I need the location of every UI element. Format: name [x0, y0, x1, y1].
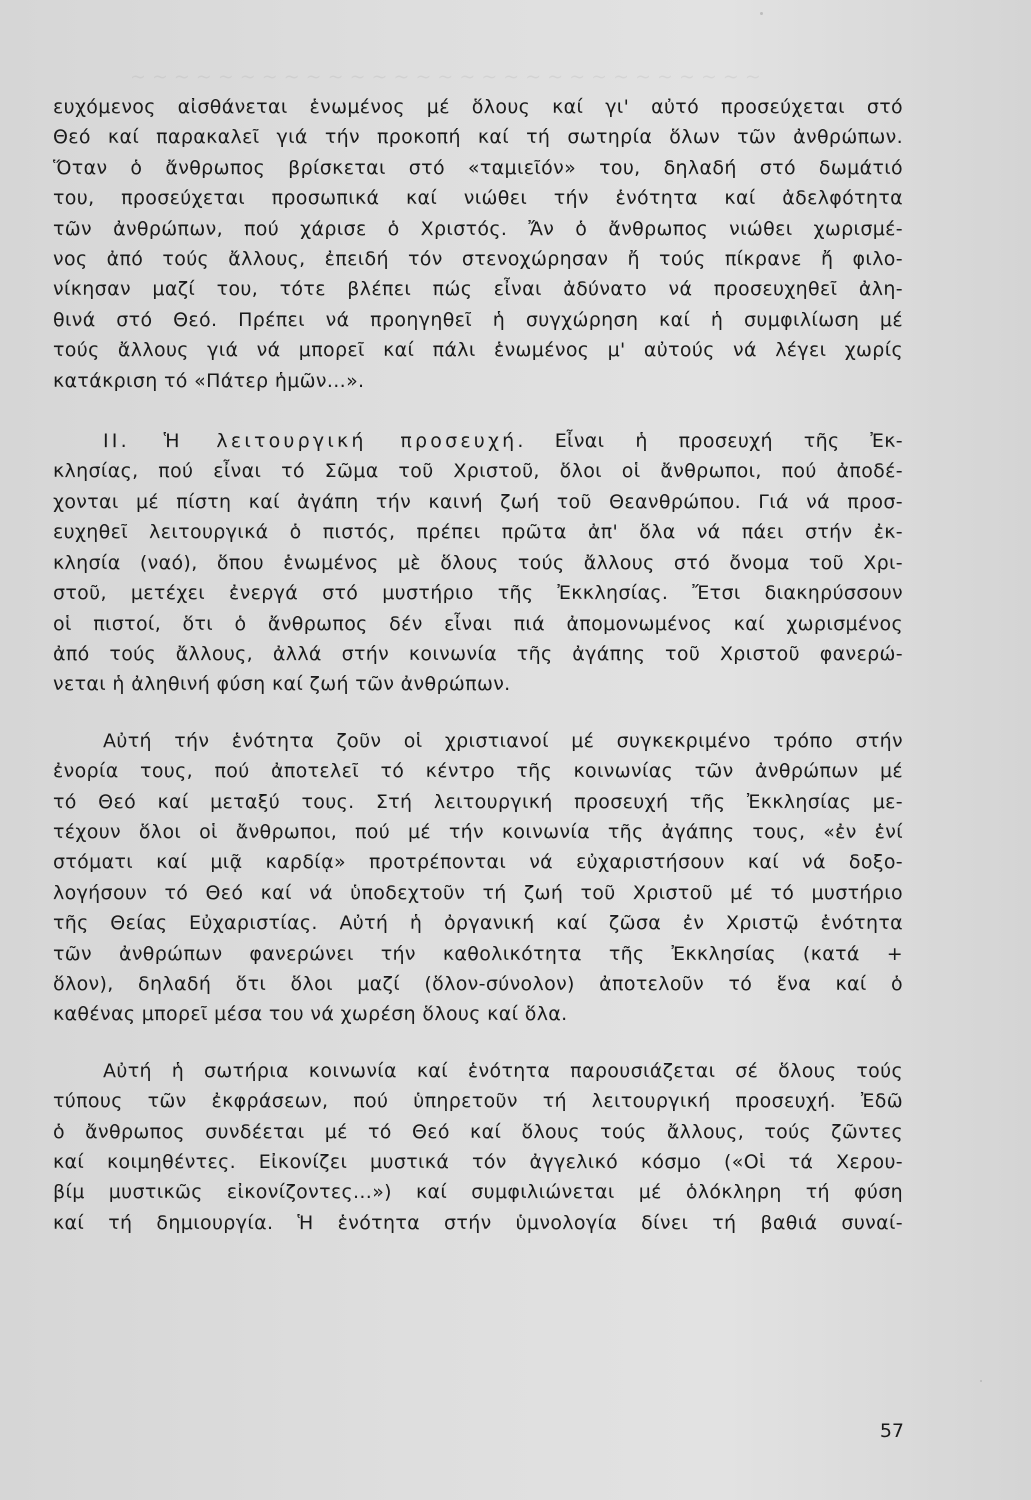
text-line: τῶν ἀνθρώπων φανερώνει τήν καθολικότητα τῆς Ἐκκλησίας (κατά +: [53, 942, 903, 965]
paragraph-3: [53, 726, 903, 1030]
section-heading: ΙΙ. Ἡ λειτουργική προσευχή: [103, 430, 518, 453]
text-line: νίκησαν μαζί του, τότε βλέπει πώς εἶναι ἀδύνατο νά προσευχηθεῖ ἀλη-: [53, 278, 903, 301]
paragraph-1: [53, 92, 903, 396]
text-line: στόματι καί μιᾷ καρδίᾳ» προτρέπονται νά εὐχαριστήσουν καί νά δοξο-: [53, 851, 903, 874]
text-line: ευχόμενος αἰσθάνεται ἑνωμένος μέ ὅλους καί γι' αὐτό προσεύχεται στό: [53, 96, 903, 118]
text-line: τῶν ἀνθρώπων, πού χάρισε ὁ Χριστός. Ἄν ὁ ἄνθρωπος νιώθει χωρισμέ-: [53, 217, 903, 240]
paper-speck: [980, 1380, 982, 1382]
bleed-through-texture: ~ ~ ~ ~ ~ ~ ~ ~ ~ ~ ~ ~ ~ ~ ~ ~ ~ ~ ~ ~ ~ ~ ~ ~ ~ ~ ~ ~ ~: [130, 66, 761, 88]
text-line: νεται ἡ ἀληθινή φύση καί ζωή τῶν ἀνθρώπων.: [53, 673, 511, 696]
text-line: Θεό καί παρακαλεῖ γιά τήν προκοπή καί τή σωτηρία ὅλων τῶν ἀνθρώπων.: [53, 126, 903, 149]
text-line: στοῦ, μετέχει ἐνεργά στό μυστήριο τῆς Ἐκκλησίας. Ἔτσι διακηρύσσουν: [53, 582, 903, 605]
text-line: βίμ μυστικῶς εἰκονίζοντες...») καί συμφιλιώνεται μέ ὁλόκληρη τή φύση: [53, 1181, 903, 1204]
text-line: Αὐτή ἡ σωτήρια κοινωνία καί ἑνότητα παρουσιάζεται σέ ὅλους τούς: [103, 1059, 903, 1082]
text-line: λογήσουν τό Θεό καί νά ὑποδεχτοῦν τή ζωή τοῦ Χριστοῦ μέ τό μυστήριο: [53, 881, 903, 904]
paragraph-2: [53, 426, 903, 700]
text-line: νος ἀπό τούς ἄλλους, ἐπειδή τόν στενοχώρησαν ἤ τούς πίκρανε ἤ φιλο-: [53, 248, 903, 271]
text-line: ἀπό τούς ἄλλους, ἀλλά στήν κοινωνία τῆς ἀγάπης τοῦ Χριστοῦ φανερώ-: [53, 642, 903, 665]
body-text: [53, 92, 903, 1238]
text-line: τύπους τῶν ἐκφράσεων, πού ὑπηρετοῦν τή λειτουργική προσευχή. Ἐδῶ: [53, 1090, 903, 1113]
text-line: τούς ἄλλους γιά νά μπορεῖ καί πάλι ἑνωμένος μ' αὐτούς νά λέγει χωρίς: [53, 339, 903, 362]
text-line: ὅλον), δηλαδή ὅτι ὅλοι μαζί (ὅλον-σύνολον) ἀποτελοῦν τό ἕνα καί ὁ: [53, 972, 903, 995]
page-number: 57: [879, 1420, 904, 1442]
text-line: ὁ ἄνθρωπος συνδέεται μέ τό Θεό καί ὅλους τούς ἄλλους, τούς ζῶντες: [53, 1120, 903, 1143]
text-line: Αὐτή τήν ἑνότητα ζοῦν οἱ χριστιανοί μέ συγκεκριμένο τρόπο στήν: [103, 729, 903, 752]
text-line: κατάκριση τό «Πάτερ ἡμῶν...».: [53, 369, 365, 392]
paper-speck: [760, 12, 763, 15]
text-line: κλησία (ναό), ὅπου ἑνωμένος μὲ ὅλους τούς ἄλλους στό ὄνομα τοῦ Χρι-: [53, 551, 903, 574]
text-line: καί κοιμηθέντες. Εἰκονίζει μυστικά τόν ἀγγελικό κόσμο («Οἱ τά Χερου-: [53, 1151, 903, 1173]
text-line: τέχουν ὅλοι οἱ ἄνθρωποι, πού μέ τήν κοινωνία τῆς ἀγάπης τους, «ἐν ἑνί: [53, 820, 903, 843]
text-line: ἐνορία τους, πού ἀποτελεῖ τό κέντρο τῆς κοινωνίας τῶν ἀνθρώπων μέ: [53, 760, 903, 783]
text-run: . Εἶναι ἡ προσευχή τῆς Ἐκ-: [517, 430, 903, 453]
text-line: ευχηθεῖ λειτουργικά ὁ πιστός, πρέπει πρῶτα ἀπ' ὅλα νά πάει στήν ἐκ-: [53, 521, 903, 544]
text-line: Ὅταν ὁ ἄνθρωπος βρίσκεται στό «ταμιεῖόν» του, δηλαδή στό δωμάτιό: [53, 156, 903, 179]
text-line: κλησίας, πού εἶναι τό Σῶμα τοῦ Χριστοῦ, ὅλοι οἱ ἄνθρωποι, πού ἀποδέ-: [53, 460, 903, 483]
text-line: θινά στό Θεό. Πρέπει νά προηγηθεῖ ἡ συγχώρηση καί ἡ συμφιλίωση μέ: [53, 308, 903, 331]
text-line: χονται μέ πίστη καί ἀγάπη τήν καινή ζωή τοῦ Θεανθρώπου. Γιά νά προσ-: [53, 490, 903, 513]
text-line: του, προσεύχεται προσωπικά καί νιώθει τήν ἑνότητα καί ἀδελφότητα: [53, 187, 903, 210]
text-line: καθένας μπορεῖ μέσα του νά χωρέση ὅλους καί ὅλα.: [53, 1003, 568, 1026]
text-line: τῆς Θείας Εὐχαριστίας. Αὐτή ἡ ὀργανική καί ζῶσα ἐν Χριστῷ ἑνότητα: [53, 912, 903, 935]
paragraph-4: [53, 1056, 903, 1238]
text-line: οἱ πιστοί, ὅτι ὁ ἄνθρωπος δέν εἶναι πιά ἀπομονωμένος καί χωρισμένος: [53, 612, 903, 635]
text-line: τό Θεό καί μεταξύ τους. Στή λειτουργική προσευχή τῆς Ἐκκλησίας με-: [53, 790, 903, 813]
text-line: [53, 426, 903, 456]
text-line: καί τή δημιουργία. Ἡ ἑνότητα στήν ὑμνολογία δίνει τή βαθιά συναί-: [53, 1211, 903, 1234]
